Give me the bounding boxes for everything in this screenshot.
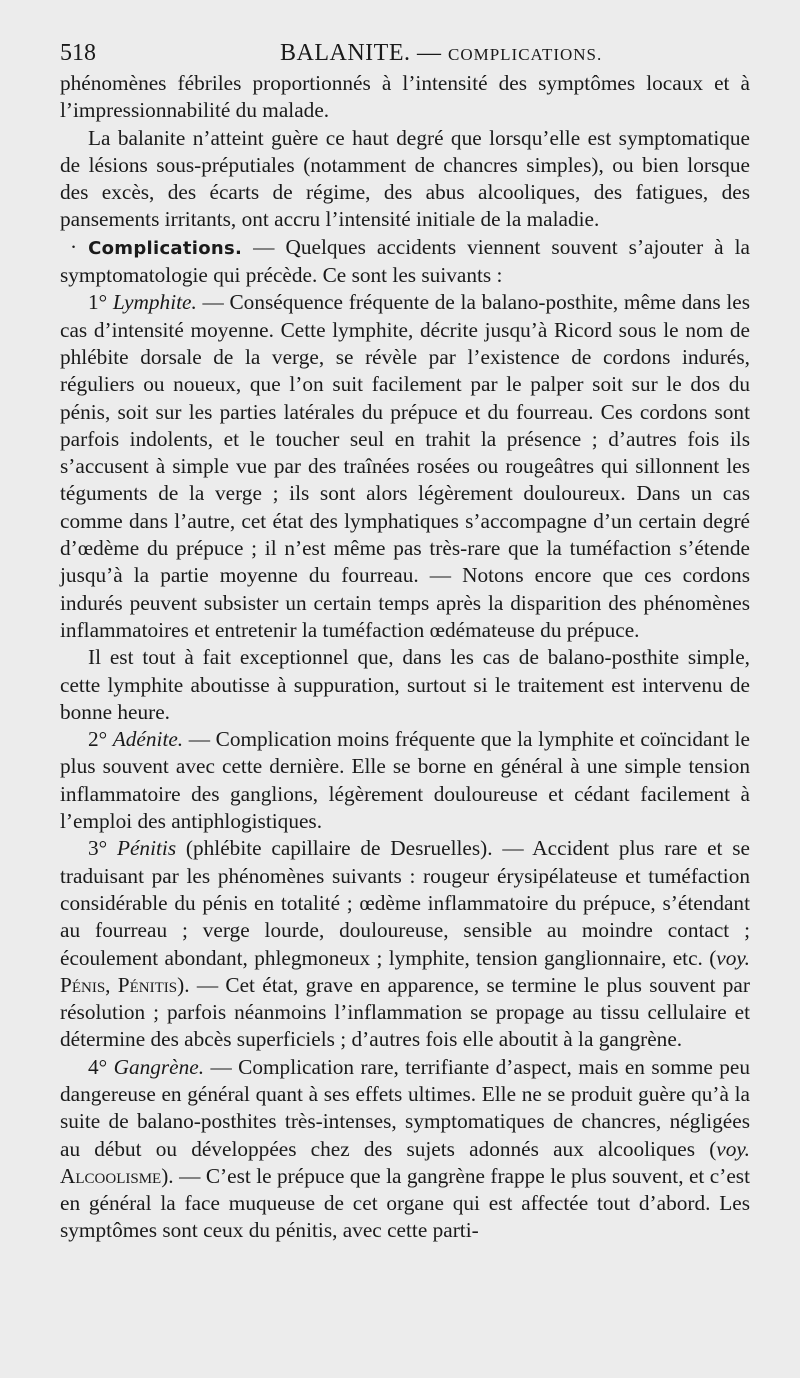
item-number: 3° (88, 836, 108, 861)
gangrene-text-a: — Complication rare, terrifiante d’aspect, mais en somme peu dangereuse en général quant à ses effets ultimes. Elle ne se produit guère qu’à la suite de balano-posthites très-intenses, symptomatiques de chancres, négligées au début ou développées chez des sujets adonnés aux alcooliques ( (60, 1054, 750, 1161)
penitis-text-a: (phlébite capillaire de Desruelles). — Accident plus rare et se traduisant par les phénomènes suivants : rougeur érysipélateuse et tuméfaction considérable du pénis en totalité ; œdème inflammatoire du prépuce, s’étendant au fourreau ; verge lourde, douloureuse, sensible au moindre contact ; écoulement abondant, phlegmoneux ; lymphite, tension ganglionnaire, etc. ( (60, 836, 750, 970)
item-number: 1° (88, 290, 108, 315)
lymphite-text: — Conséquence fréquente de la balano-posthite, même dans les cas d’intensité moyenne. Cette lymphite, décrite jusqu’à Ricord sous le nom de phlébite dorsale de la verge, se révèle par l’existence de cordons indurés, réguliers ou noueux, que l’on suit facilement par le palper soit sur le dos du pénis, soit sur les parties latérales du prépuce et du fourreau. Ces cordons sont parfois indolents, et le toucher seul en trahit la présence ; d’autres fois ils s’accusent à simple vue par des traînées rosées ou rougeâtres qui sillonnent les téguments de la verge ; ils sont alors légèrement douloureux. Dans un cas comme dans l’autre, cet état des lymphatiques s’accompagne d’un certain degré d’œdème du prépuce ; il n’est même pas très-rare que la tuméfaction s’étende jusqu’à la partie moyenne du fourreau. — Notons encore que ces cordons indurés peuvent subsister un certain temps après la disparition des phénomènes inflammatoires et entretenir la tuméfaction œdémateuse du prépuce. (60, 290, 750, 642)
voy-abbrev: voy. (716, 945, 750, 970)
item-title-gangrene: Gangrène. (113, 1054, 205, 1079)
item-title-penitis: Pénitis (116, 836, 177, 861)
cross-reference: Pénis, Pénitis (60, 972, 178, 997)
body-text (60, 70, 750, 1245)
item-title-adenite: Adénite. (112, 727, 184, 752)
cross-reference: Alcoolisme (60, 1163, 162, 1188)
gangrene-text-b: ). — C’est le prépuce que la gangrène frappe le plus souvent, et c’est en général la face muqueuse de cet organe qui est affectée tout d’abord. Les symptômes sont ceux du pénitis, avec cette parti- (60, 1163, 750, 1243)
complications-intro-text: — Quelques accidents viennent souvent s’ajouter à la symptomatologie qui précède. Ce sont les suivants : (60, 234, 750, 288)
paragraph-lymphite (60, 289, 750, 644)
section-heading-complications: Complications. (88, 237, 243, 259)
paragraph-lymphite-suppuration: Il est tout à fait exceptionnel que, dans les cas de balano-posthite simple, cette lymphite aboutisse à suppuration, surtout si le traitement est intervenu de bonne heure. (60, 645, 750, 724)
penitis-text-b: ). — Cet état, grave en apparence, se termine le plus souvent par résolution ; parfois néanmoins l’inflammation se propage au tissu cellulaire et détermine des abcès superficiels ; d’autres fois elle aboutit à la gangrène. (60, 972, 750, 1052)
running-title-separator: — (410, 40, 448, 66)
running-title-sub: COMPLICATIONS. (447, 45, 603, 64)
voy-abbrev: voy. (716, 1136, 750, 1161)
item-title-lymphite: Lymphite. (112, 290, 197, 315)
paragraph-continuation: phénomènes fébriles proportionnés à l’intensité des symptômes locaux et à l’impressionnabilité du malade. (60, 71, 750, 123)
running-header (60, 38, 750, 68)
paragraph-gangrene (60, 1054, 750, 1245)
page-number: 518 (60, 40, 96, 66)
adenite-text: — Complication moins fréquente que la lymphite et coïncidant le plus souvent avec cette dernière. Elle se borne en général à une simple tension inflammatoire des ganglions, légèrement douloureuse et cédant facilement à l’emploi des antiphlogistiques. (60, 727, 750, 834)
running-title (280, 40, 602, 67)
paragraph-complications-intro (60, 234, 750, 290)
item-number: 2° (88, 727, 108, 752)
paragraph-balanite-degree: La balanite n’atteint guère ce haut degré que lorsqu’elle est symptomatique de lésions sous-préputiales (notamment de chancres simples), ou bien lorsque des excès, des écarts de régime, des abus alcooliques, des fatigues, des pansements irritants, ont accru l’intensité initiale de la maladie. (60, 125, 750, 232)
paragraph-penitis (60, 835, 750, 1053)
stray-mark: · (70, 234, 78, 259)
item-number: 4° (88, 1054, 108, 1079)
paragraph-adenite (60, 726, 750, 835)
running-title-main: BALANITE. (280, 40, 411, 66)
